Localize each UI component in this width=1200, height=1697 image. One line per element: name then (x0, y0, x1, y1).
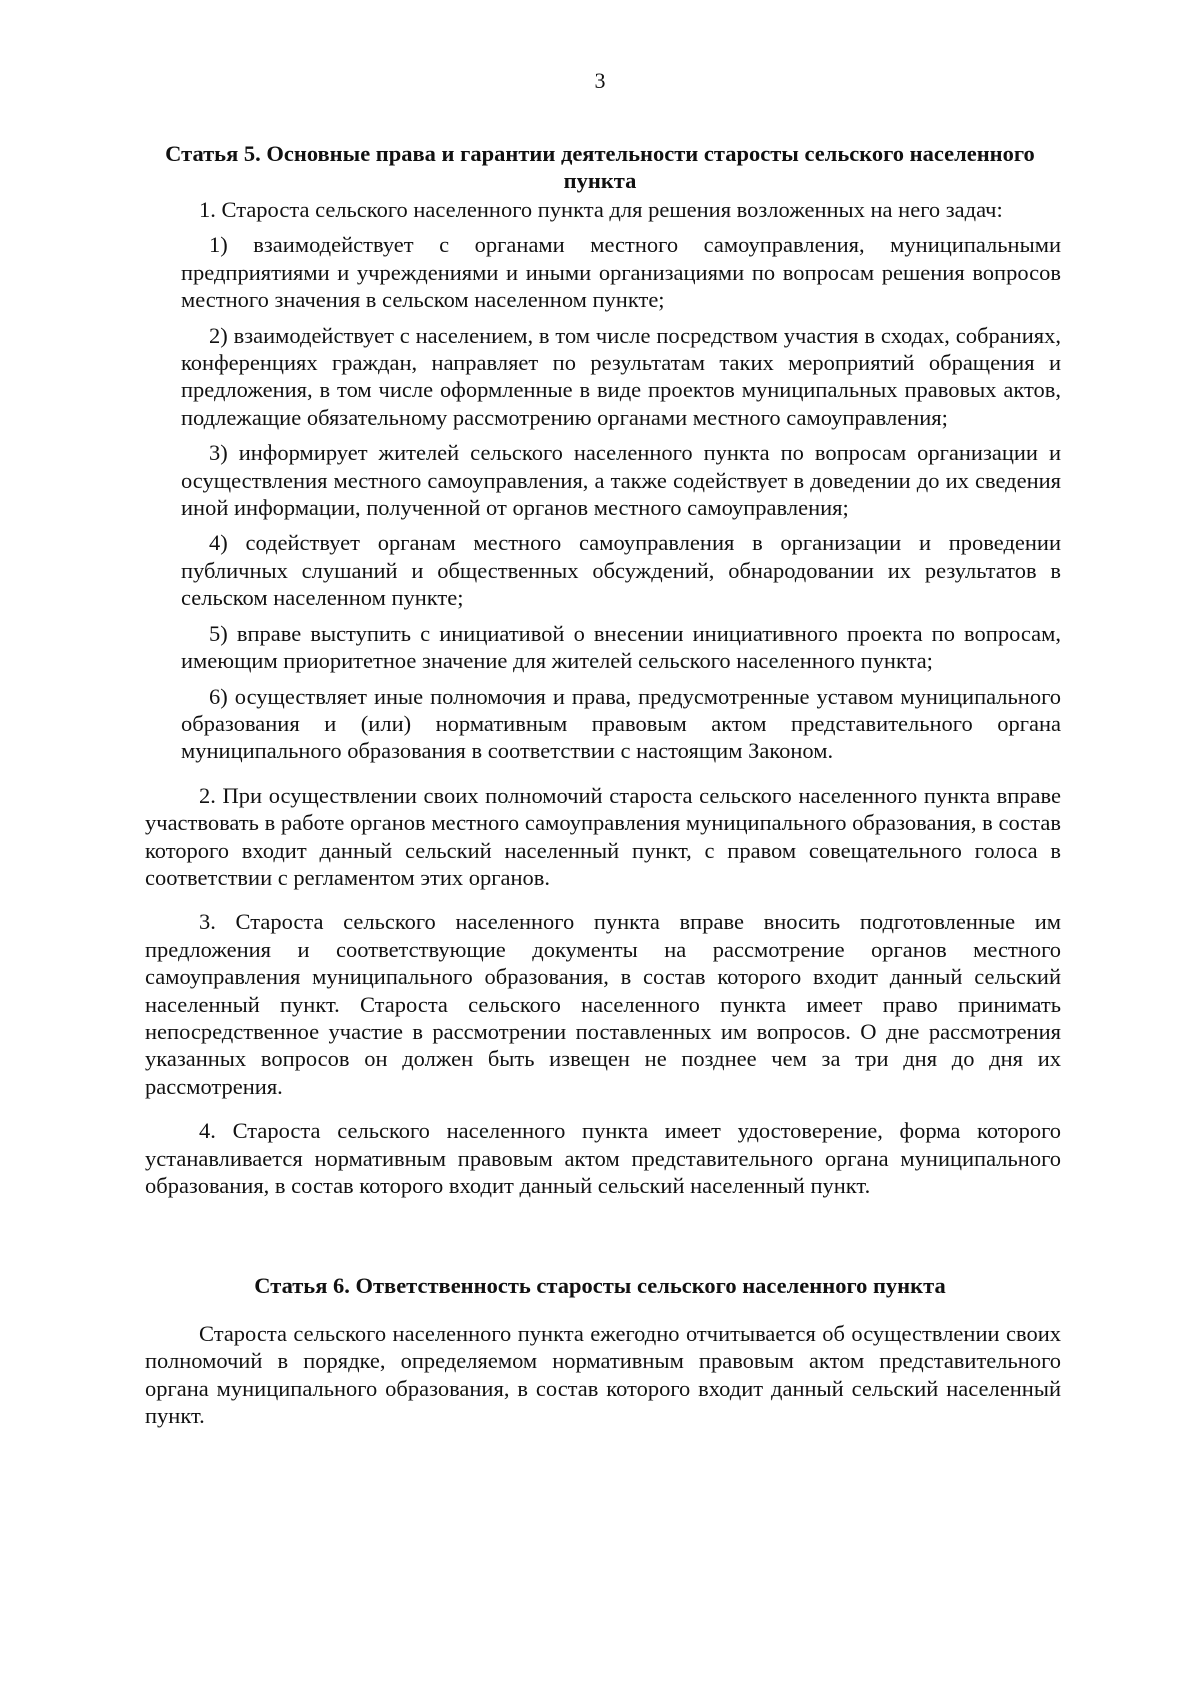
article-5-item-2: 2) взаимодействует с населением, в том числе посредством участия в сходах, собраниях, конференциях граждан, направляет по результатам таких мероприятий обращения и предложения, в том числе оформленные в виде проектов муниципальных правовых актов, подлежащие обязательному рассмотрению органами местного самоуправления; (181, 322, 1061, 430)
article-5-item-3: 3) информирует жителей сельского населенного пункта по вопросам организации и осуществления местного самоуправления, а также содействует в доведении до их сведения иной информации, полученной от органов местного самоуправления; (181, 440, 1061, 521)
article-5-paragraph-2: 2. При осуществлении своих полномочий староста сельского населенного пункта вправе участвовать в работе органов местного самоуправления муниципального образования, в состав которого входит данный сельский населенный пункт, с правом совещательного голоса в соответствии с регламентом этих органов. (145, 782, 1061, 890)
page-number: 3 (594, 68, 606, 93)
article-6-heading: Статья 6. Ответственность старосты сельского населенного пункта (254, 1273, 946, 1298)
article-5-heading: Статья 5. Основные права и гарантии деятельности старосты сельского населенного пункта (165, 141, 1035, 193)
article-5-item-6: 6) осуществляет иные полномочия и права, предусмотренные уставом муниципального образования и (или) нормативным правовым актом представительного органа муниципального образования в соответствии с настоящим Законом. (181, 683, 1061, 764)
article-5-body (145, 196, 1061, 1199)
article-5-item-4: 4) содействует органам местного самоуправления в организации и проведении публичных слушаний и общественных обсуждений, обнародовании их результатов в сельском населенном пункте; (181, 530, 1061, 611)
article-5-paragraph-4: 4. Староста сельского населенного пункта имеет удостоверение, форма которого устанавливается нормативным правовым актом представительного органа муниципального образования, в состав которого входит данный сельский населенный пункт. (145, 1118, 1061, 1198)
article-6-body (145, 1320, 1061, 1430)
article-5-paragraph-3: 3. Староста сельского населенного пункта вправе вносить подготовленные им предложения и соответствующие документы на рассмотрение органов местного самоуправления муниципального образования, в состав которого входит данный сельский населенный пункт. Староста сельского населенного пункта имеет право принимать непосредственное участие в рассмотрении поставленных им вопросов. О дне рассмотрения указанных вопросов он должен быть извещен не позднее чем за три дня до дня их рассмотрения. (145, 909, 1061, 1099)
article-6-paragraph-1: Староста сельского населенного пункта ежегодно отчитывается об осуществлении своих полномочий в порядке, определяемом нормативным правовым актом представительного органа муниципального образования, в состав которого входит данный сельский населенный пункт. (145, 1321, 1061, 1429)
article-5-paragraph-1: 1. Староста сельского населенного пункта для решения возложенных на него задач: (199, 197, 1003, 222)
article-5-item-list (145, 231, 1061, 764)
article-5-item-1: 1) взаимодействует с органами местного самоуправления, муниципальными предприятиями и учреждениями и иными организациями по вопросам решения вопросов местного значения в сельском населенном пункте; (181, 232, 1061, 313)
article-5-item-5: 5) вправе выступить с инициативой о внесении инициативного проекта по вопросам, имеющим приоритетное значение для жителей сельского населенного пункта; (181, 620, 1061, 674)
